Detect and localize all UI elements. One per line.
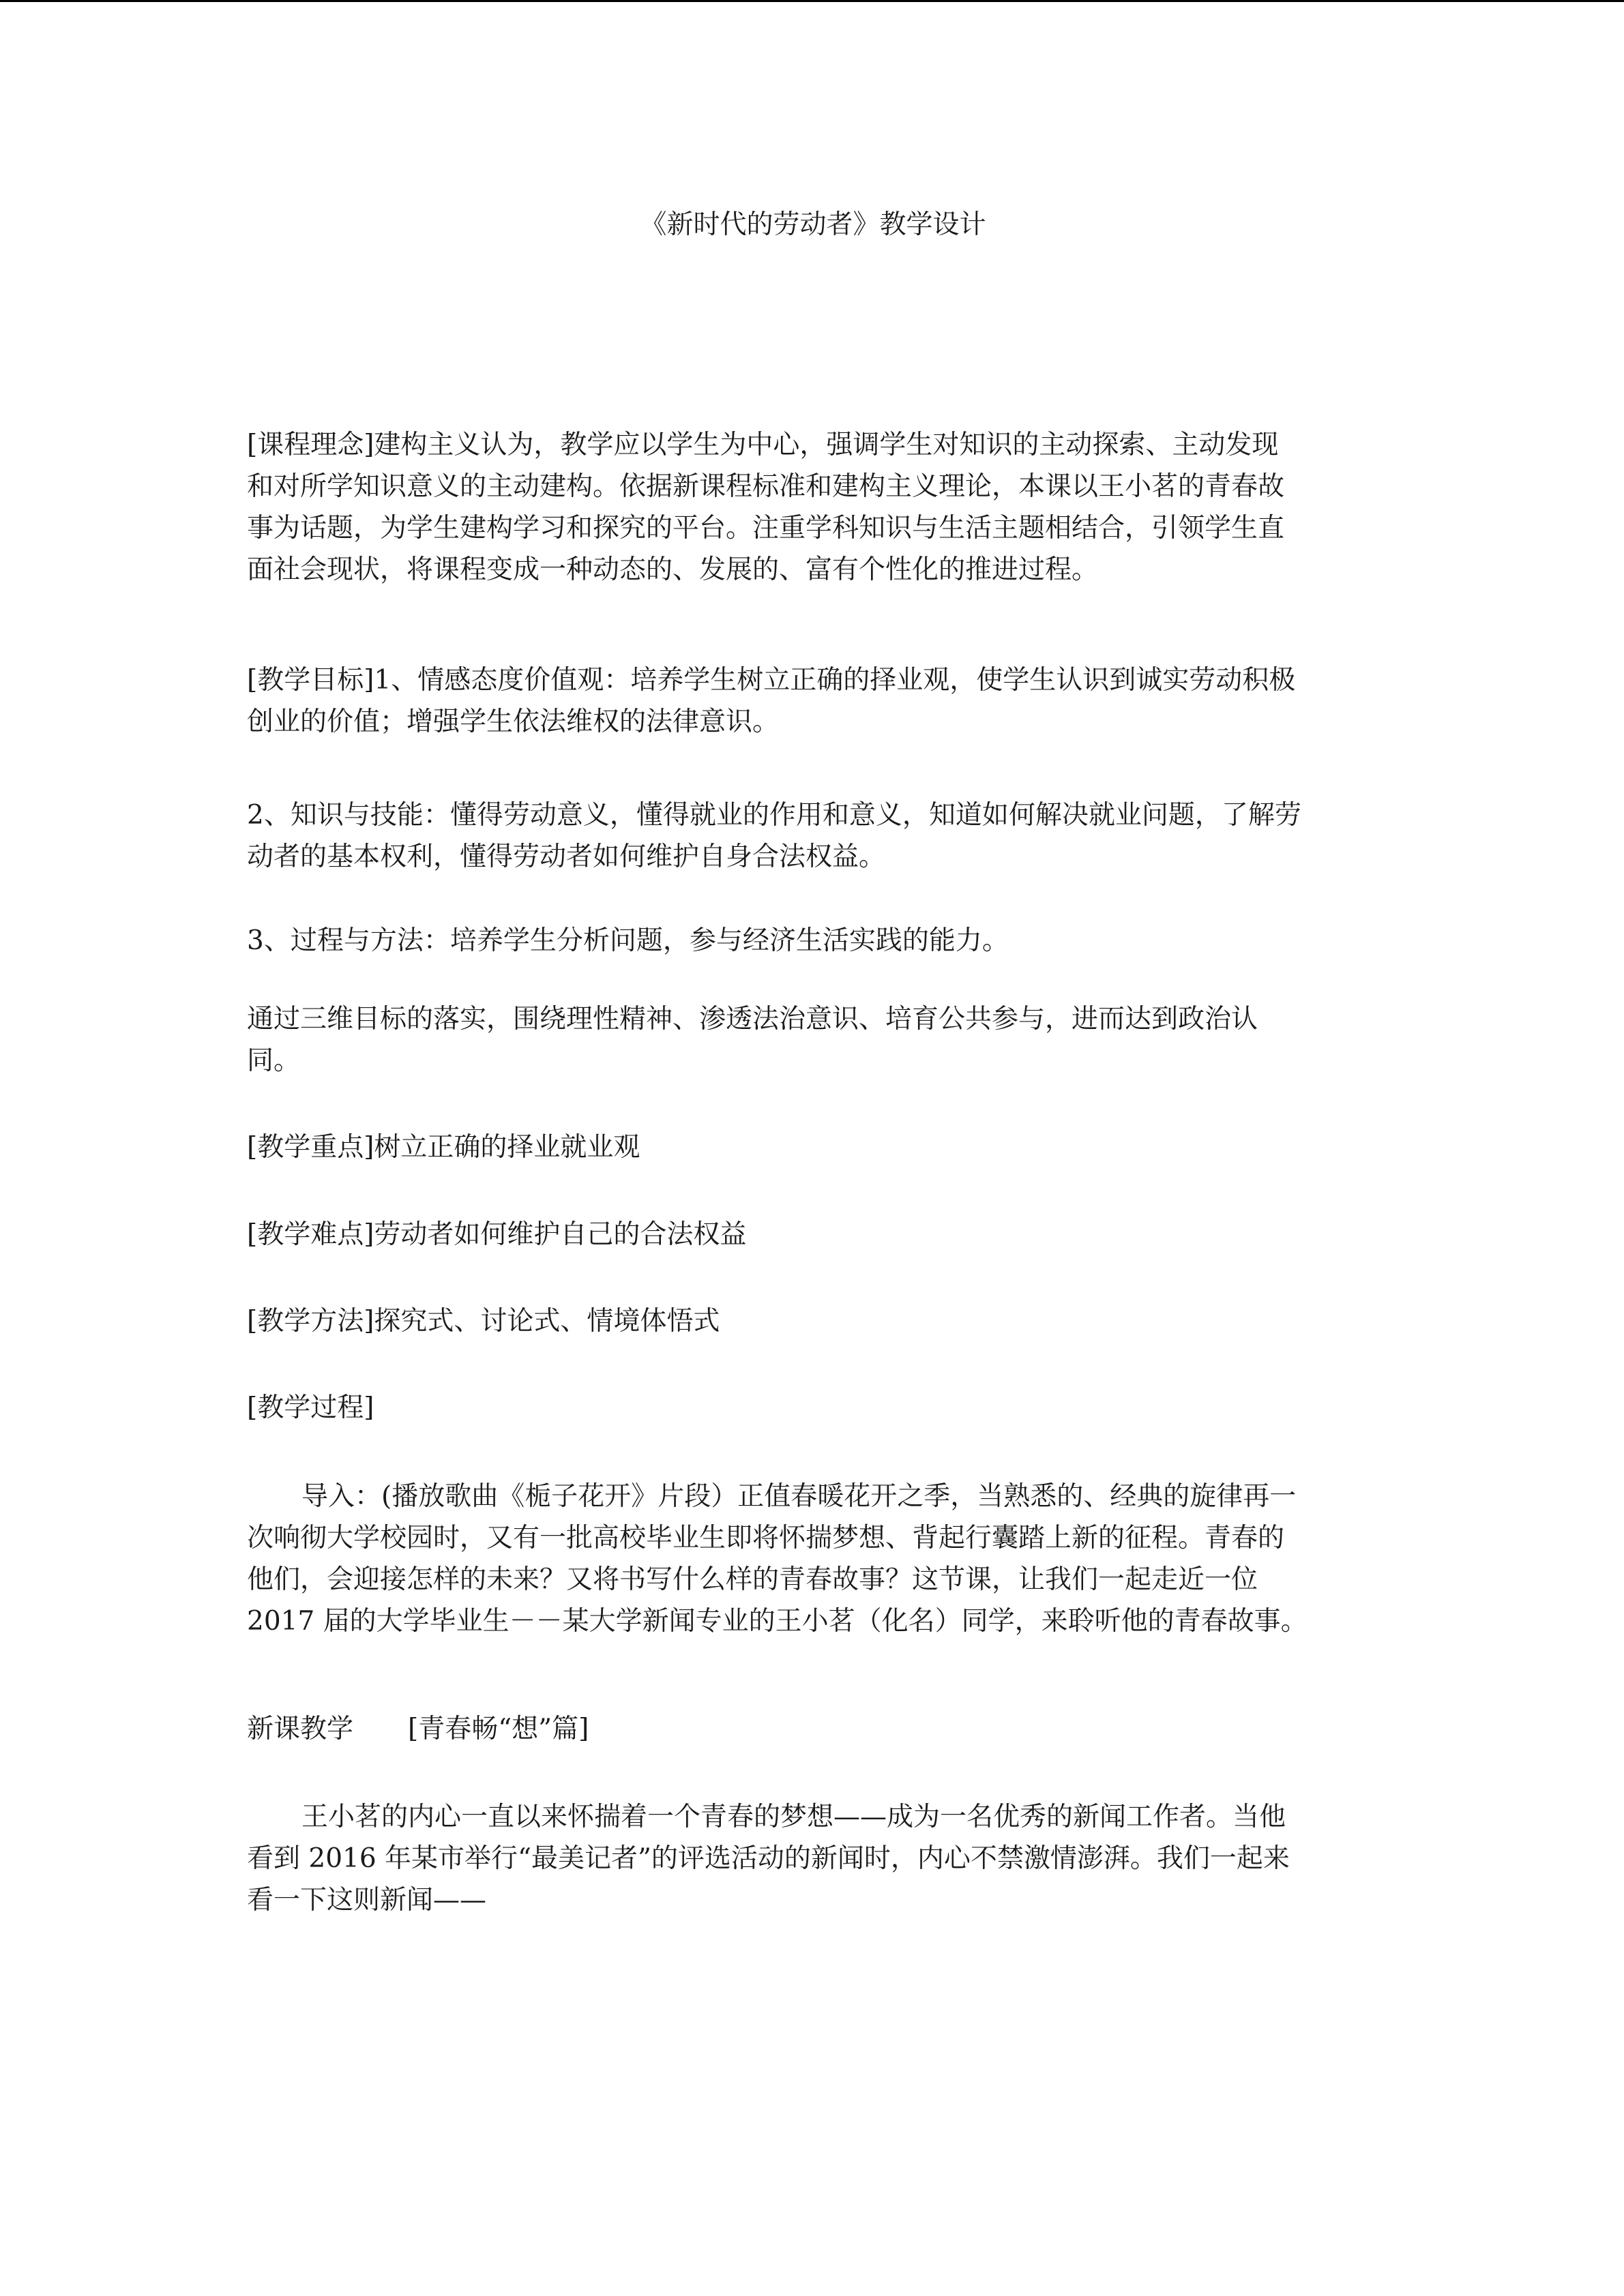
paragraph-line: 3、过程与方法：培养学生分析问题，参与经济生活实践的能力。	[247, 925, 1009, 956]
paragraph-line: [教学过程]	[247, 1392, 374, 1423]
paragraph-line: 导入：(播放歌曲《栀子花开》片段）正值春暖花开之季，当熟悉的、经典的旋律再一	[301, 1481, 1297, 1512]
key-point-paragraph	[247, 1127, 1379, 1168]
paragraph-line: 通过三维目标的落实，围绕理性精神、渗透法治意识、培育公共参与，进而达到政治认	[247, 1004, 1258, 1034]
paragraph-line: [教学方法]探究式、讨论式、情境体悟式	[247, 1306, 720, 1337]
paragraph-line	[247, 1708, 1379, 1750]
paragraph-line: 他们，会迎接怎样的未来？又将书写什么样的青春故事？这节课，让我们一起走近一位	[247, 1564, 1258, 1595]
teaching-goal-3-paragraph	[247, 920, 1379, 961]
course-philosophy-paragraph	[247, 424, 1379, 591]
new-lesson-label: 新课教学	[247, 1714, 354, 1744]
paragraph-line: 和对所学知识意义的主动建构。依据新课程标准和建构主义理论，本课以王小茗的青春故	[247, 471, 1285, 502]
goals-summary-paragraph	[247, 998, 1379, 1082]
paragraph-line: 次响彻大学校园时，又有一批高校毕业生即将怀揣梦想、背起行囊踏上新的征程。青春的	[247, 1523, 1285, 1553]
paragraph-line: 动者的基本权利，懂得劳动者如何维护自身合法权益。	[247, 841, 886, 872]
document-title: 《新时代的劳动者》教学设计	[640, 209, 986, 240]
new-lesson-heading	[247, 1708, 1379, 1750]
intro-paragraph	[247, 1476, 1379, 1642]
teaching-goal-2-paragraph	[247, 794, 1379, 878]
paragraph-line: 看一下这则新闻——	[247, 1885, 487, 1915]
paragraph-line: [课程理念]建构主义认为，教学应以学生为中心，强调学生对知识的主动探索、主动发现	[247, 430, 1279, 460]
paragraph-line: 2、知识与技能：懂得劳动意义，懂得就业的作用和意义，知道如何解决就业问题，了解劳	[247, 800, 1301, 831]
teaching-goal-1-paragraph	[247, 659, 1379, 743]
process-heading	[247, 1387, 1379, 1429]
paragraph-line: [教学难点]劳动者如何维护自己的合法权益	[247, 1219, 747, 1250]
new-lesson-section: [青春畅“想”篇]	[408, 1714, 589, 1744]
paragraph-line: 创业的价值；增强学生依法维权的法律意识。	[247, 706, 780, 737]
difficulty-paragraph	[247, 1214, 1379, 1255]
paragraph-line: 看到 2016 年某市举行“最美记者”的评选活动的新闻时，内心不禁激情澎湃。我们一起来	[247, 1843, 1290, 1874]
paragraph-line: 面社会现状，将课程变成一种动态的、发展的、富有个性化的推进过程。	[247, 554, 1099, 585]
paragraph-line: 王小茗的内心一直以来怀揣着一个青春的梦想——成为一名优秀的新闻工作者。当他	[301, 1802, 1286, 1832]
paragraph-line: 同。	[247, 1045, 301, 1076]
story-paragraph	[247, 1796, 1379, 1921]
methods-paragraph	[247, 1300, 1379, 1342]
paragraph-line: 2017 届的大学毕业生－－某大学新闻专业的王小茗（化名）同学，来聆听他的青春故事。	[247, 1606, 1308, 1637]
top-border	[0, 0, 1624, 2]
paragraph-line: [教学重点]树立正确的择业就业观	[247, 1132, 640, 1163]
paragraph-line: 事为话题，为学生建构学习和探究的平台。注重学科知识与生活主题相结合，引领学生直	[247, 513, 1285, 543]
paragraph-line: [教学目标]1、情感态度价值观：培养学生树立正确的择业观，使学生认识到诚实劳动积极	[247, 665, 1296, 696]
